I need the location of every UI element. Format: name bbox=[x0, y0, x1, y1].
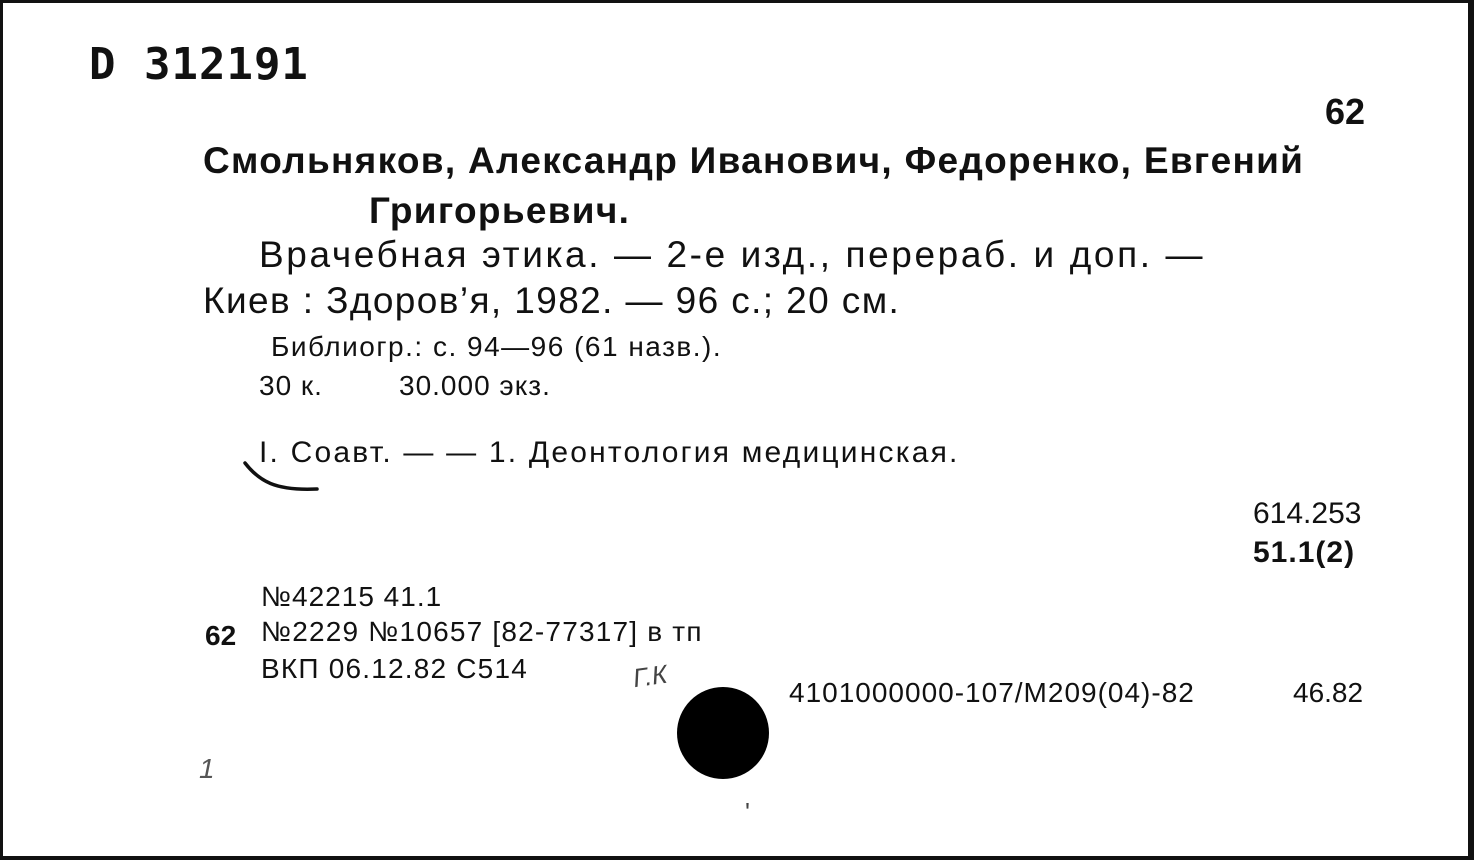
title-line-2: Киев : Здоров’я, 1982. — 96 с.; 20 см. bbox=[203, 280, 901, 321]
title-line-1: Врачебная этика. — 2-е изд., перераб. и доп. — bbox=[259, 234, 1206, 275]
tracings: I. Соавт. — — 1. Деонтология медицинская. bbox=[259, 436, 960, 469]
punched-hole bbox=[677, 687, 769, 779]
registration-line-2: №2229 №10657 [82-77317] в тп bbox=[261, 616, 703, 647]
registration-class-prefix: 62 bbox=[205, 620, 237, 651]
authors-line-2: Григорьевич. bbox=[369, 190, 631, 231]
top-class-number: 62 bbox=[1325, 91, 1366, 132]
catalog-price: 46.82 bbox=[1293, 677, 1364, 708]
registration-line-1: №42215 41.1 bbox=[261, 581, 443, 612]
catalog-code: 4101000000-107/М209(04)-82 bbox=[789, 677, 1195, 708]
handwritten-hook-mark bbox=[239, 455, 329, 499]
udc-index: 614.253 bbox=[1253, 497, 1362, 530]
margin-pencil-mark: 1 bbox=[199, 753, 215, 784]
bottom-pencil-mark: ' bbox=[745, 797, 750, 827]
inventory-number: D 312191 bbox=[89, 39, 309, 90]
print-run: 30.000 экз. bbox=[399, 370, 551, 401]
handwritten-initials: Г.К bbox=[631, 658, 670, 694]
authors-line-1: Смольняков, Александр Иванович, Федоренко, Евгений bbox=[203, 140, 1305, 181]
registration-line-3: ВКП 06.12.82 С514 bbox=[261, 653, 528, 684]
price: 30 к. bbox=[259, 370, 323, 401]
bibliography-note: Библиогр.: с. 94—96 (61 назв.). bbox=[271, 331, 723, 362]
bbk-index: 51.1(2) bbox=[1253, 536, 1356, 569]
